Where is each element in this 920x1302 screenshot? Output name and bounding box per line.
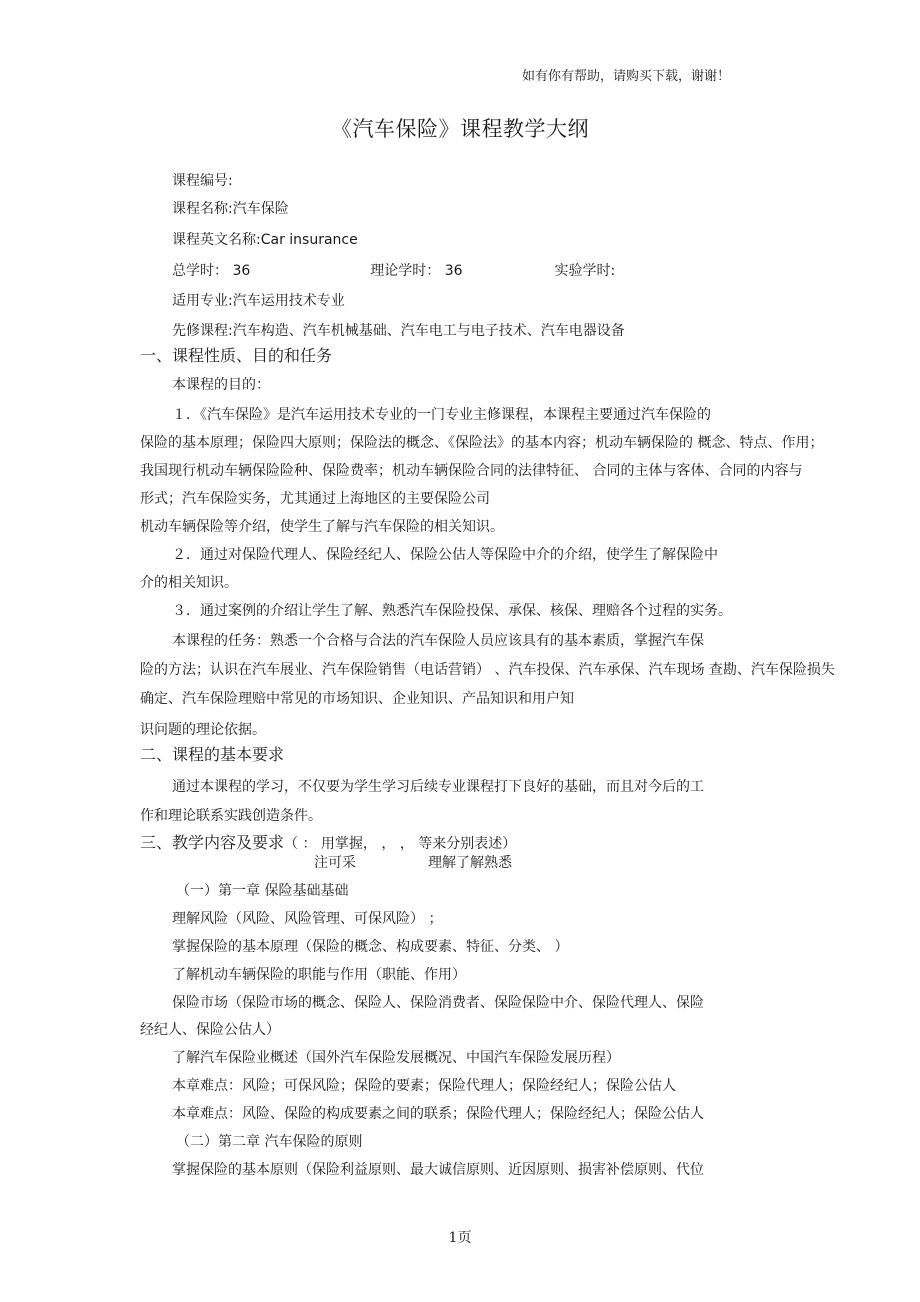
purpose-1-line-1: １．《汽车保险》是汽车运用技术专业的一门专业主修课程，本课程主要通过汽车保险的 xyxy=(172,407,711,423)
requirements-line-1: 通过本课程的学习，不仅要为学生学习后续专业课程打下良好的基础，而且对今后的工 xyxy=(172,779,704,795)
section-3-heading xyxy=(140,833,516,854)
purpose-1-line-3: 我国现行机动车辆保险险种、保险费率；机动车辆保险合同的法律特征、 合同的主体与客体、合同的内容与 xyxy=(140,463,803,479)
section-2-heading: 二、课程的基本要求 xyxy=(140,745,285,764)
requirements-line-2: 作和理论联系实践创造条件。 xyxy=(140,808,322,824)
page-number: 1页 xyxy=(448,1230,472,1246)
chapter-1-item: 本章难点：风险、保险的构成要素之间的联系；保险代理人；保险经纪人；保险公估人 xyxy=(172,1106,704,1122)
course-english-name: 课程英文名称:Car insurance xyxy=(172,232,358,248)
course-code: 课程编号: xyxy=(172,173,233,189)
tasks-line-2: 险的方法；认识在汽车展业、汽车保险销售（电话营销） 、汽车投保、汽车承保、汽车现场 查勘、汽车保险损失 xyxy=(140,662,835,678)
hours-line xyxy=(172,262,615,280)
total-hours: 总学时： 36 xyxy=(172,263,251,279)
chapter-1-item: 保险市场（保险市场的概念、保险人、保险消费者、保险保险中介、保险代理人、保险 xyxy=(172,995,704,1011)
section-1-heading: 一、课程性质、目的和任务 xyxy=(140,346,333,365)
chapter-1-item: 经纪人、保险公估人） xyxy=(140,1022,280,1038)
chapter-1-item: 理解风险（风险、风险管理、可保风险） ； xyxy=(172,911,443,927)
section-3-title: 三、教学内容及要求 xyxy=(140,833,285,852)
tasks-line-4: 识问题的理论依据。 xyxy=(140,722,266,738)
prerequisites: 先修课程:汽车构造、汽车机械基础、汽车电工与电子技术、汽车电器设备 xyxy=(172,323,625,339)
purpose-2-line-2: 介的相关知识。 xyxy=(140,575,238,591)
applicable-major: 适用专业:汽车运用技术专业 xyxy=(172,293,345,309)
section-3-sub-note-b: 理解了解熟悉 xyxy=(428,855,512,871)
lab-hours: 实验学时: xyxy=(554,263,616,279)
purpose-1-line-2: 保险的基本原理；保险四大原则；保险法的概念、《保险法》的基本内容；机动车辆保险的 概念、特点、作用； xyxy=(140,435,824,451)
section-3-heading-tail: （ ： 用掌握， ， ， 等来分别表述） xyxy=(284,836,517,852)
course-name: 课程名称:汽车保险 xyxy=(172,201,289,217)
chapter-2-item: 掌握保险的基本原则（保险利益原则、最大诚信原则、近因原则、损害补偿原则、代位 xyxy=(172,1162,704,1178)
chapter-2-title: （二）第二章 汽车保险的原则 xyxy=(176,1134,363,1150)
chapter-1-item: 掌握保险的基本原理（保险的概念、构成要素、特征、分类、 ） xyxy=(172,939,569,955)
purpose-1-line-4: 形式；汽车保险实务，尤其通过上海地区的主要保险公司 xyxy=(140,491,490,507)
chapter-1-title: （一）第一章 保险基础基础 xyxy=(176,883,349,899)
purpose-2-line-1: ２．通过对保险代理人、保险经纪人、保险公估人等保险中介的介绍，使学生了解保险中 xyxy=(172,547,718,563)
purpose-1-line-5: 机动车辆保险等介绍，使学生了解与汽车保险的相关知识。 xyxy=(140,519,504,535)
purpose-label: 本课程的目的： xyxy=(172,377,270,393)
chapter-1-item: 本章难点：风险；可保风险；保险的要素；保险代理人；保险经纪人；保险公估人 xyxy=(172,1078,676,1094)
tasks-line-3: 确定、汽车保险理赔中常见的市场知识、企业知识、产品知识和用户知 xyxy=(140,691,574,707)
chapter-1-item: 了解机动车辆保险的职能与作用（职能、作用） xyxy=(172,967,466,983)
theory-hours: 理论学时： 36 xyxy=(370,263,463,279)
tasks-line-1: 本课程的任务：熟悉一个合格与合法的汽车保险人员应该具有的基本素质，掌握汽车保 xyxy=(172,633,704,649)
chapter-1-item: 了解汽车保险业概述（国外汽车保险发展概况、中国汽车保险发展历程） xyxy=(172,1050,620,1066)
section-3-sub-note-a: 注可采 xyxy=(314,855,356,871)
document-title: 《汽车保险》课程教学大纲 xyxy=(331,117,589,141)
header-note: 如有你有帮助，请购买下载，谢谢！ xyxy=(522,69,731,84)
purpose-3: ３．通过案例的介绍让学生了解、熟悉汽车保险投保、承保、核保、理赔各个过程的实务。 xyxy=(172,603,732,619)
